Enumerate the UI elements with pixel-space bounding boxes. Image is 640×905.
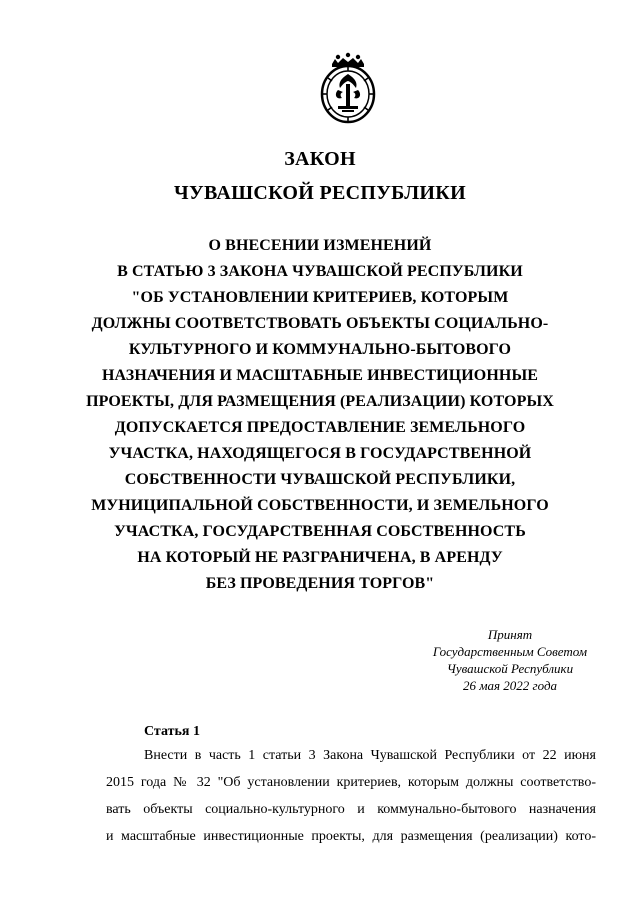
adoption-line: Государственным Советом (432, 644, 588, 659)
body-line: вать объекты социально-культурного и коммунально-бытового назначения (106, 802, 596, 817)
subject-line: БЕЗ ПРОВЕДЕНИЯ ТОРГОВ" (205, 575, 435, 592)
article-body (106, 742, 596, 850)
body-line: и масштабные инвестиционные проекты, для размещения (реализации) кото- (106, 829, 596, 844)
law-subject (40, 233, 600, 597)
subject-line: НАЗНАЧЕНИЯ И МАСШТАБНЫЕ ИНВЕСТИЦИОННЫЕ (101, 367, 539, 384)
adoption-note (420, 626, 600, 694)
subject-line: УЧАСТКА, НАХОДЯЩЕГОСЯ В ГОСУДАРСТВЕННОЙ (108, 445, 532, 462)
body-line: Внести в часть 1 статьи 3 Закона Чувашской Республики от 22 июня (144, 748, 596, 763)
subject-line: СОБСТВЕННОСТИ ЧУВАШСКОЙ РЕСПУБЛИКИ, (124, 471, 516, 488)
subject-line: В СТАТЬЮ 3 ЗАКОНА ЧУВАШСКОЙ РЕСПУБЛИКИ (117, 263, 523, 280)
republic-name: ЧУВАШСКОЙ РЕСПУБЛИКИ (174, 182, 466, 204)
subject-line: МУНИЦИПАЛЬНОЙ СОБСТВЕННОСТИ, И ЗЕМЕЛЬНОГО (91, 497, 549, 514)
body-line: 2015 года № 32 "Об установлении критериев, которым должны соответство- (106, 775, 596, 790)
adoption-date: 26 мая 2022 года (462, 678, 558, 693)
adoption-line: Принят (487, 627, 533, 642)
subject-line: О ВНЕСЕНИИ ИЗМЕНЕНИЙ (208, 237, 432, 254)
adoption-line: Чувашской Республики (446, 661, 574, 676)
subject-line: ПРОЕКТЫ, ДЛЯ РАЗМЕЩЕНИЯ (РЕАЛИЗАЦИИ) КОТОРЫХ (86, 393, 554, 410)
article-title: Статья 1 (144, 724, 200, 739)
subject-line: ДОЛЖНЫ СООТВЕТСТВОВАТЬ ОБЪЕКТЫ СОЦИАЛЬНО- (91, 315, 549, 332)
subject-line: КУЛЬТУРНОГО И КОММУНАЛЬНО-БЫТОВОГО (128, 341, 512, 358)
subject-line: НА КОТОРЫЙ НЕ РАЗГРАНИЧЕНА, В АРЕНДУ (137, 549, 503, 566)
subject-line: "ОБ УСТАНОВЛЕНИИ КРИТЕРИЕВ, КОТОРЫМ (131, 289, 509, 306)
subject-line: ДОПУСКАЕТСЯ ПРЕДОСТАВЛЕНИЕ ЗЕМЕЛЬНОГО (114, 419, 526, 436)
law-title: ЗАКОН (284, 148, 356, 170)
coat-of-arms-icon (316, 50, 380, 130)
subject-line: УЧАСТКА, ГОСУДАРСТВЕННАЯ СОБСТВЕННОСТЬ (114, 523, 526, 540)
